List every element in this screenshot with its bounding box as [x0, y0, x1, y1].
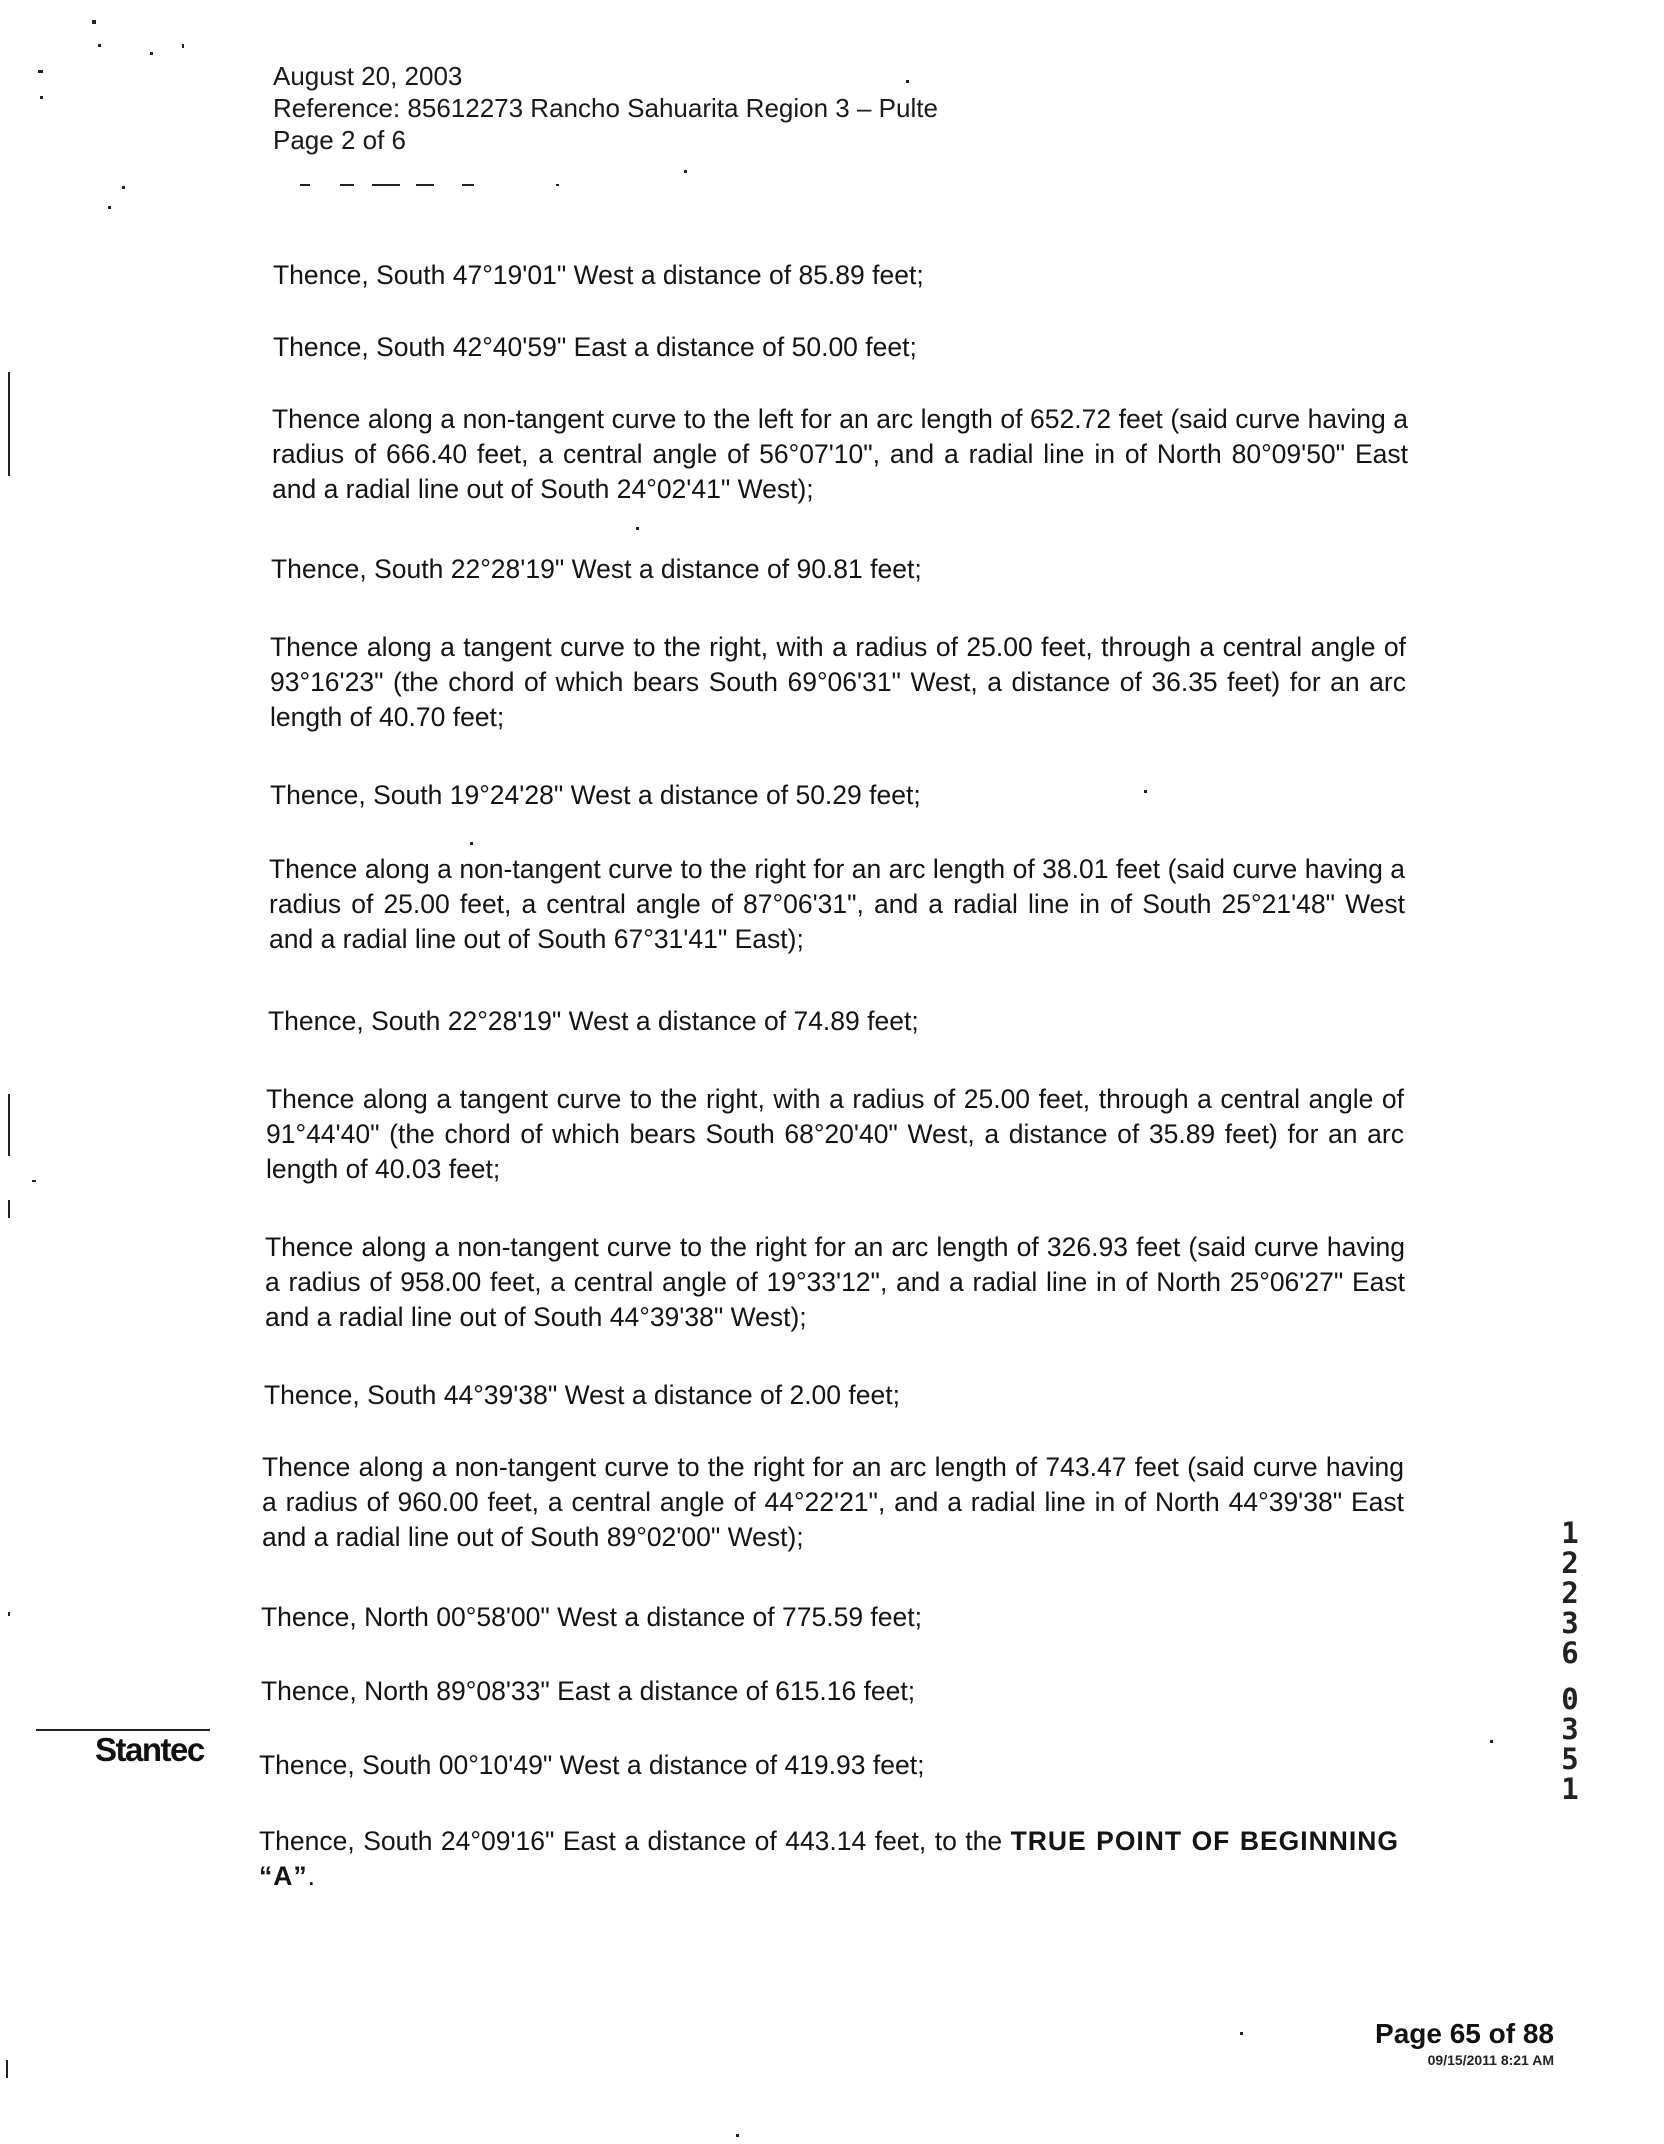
stamp-digit: 1 [1561, 1772, 1579, 1806]
scan-speck [182, 44, 184, 48]
course-paragraph: Thence along a tangent curve to the right, with a radius of 25.00 feet, through a central angle of 91°44'40" (the chord of which bears South 68°20'40" West, a distance of 35.89 feet) for an arc length of 40.03 feet; [266, 1084, 1404, 1184]
course-paragraph: Thence, South 00°10'49" West a distance of 419.93 feet; [259, 1750, 925, 1780]
stamp-digit: 5 [1561, 1742, 1579, 1776]
scan-speck [556, 184, 559, 186]
final-course-period: . [307, 1861, 316, 1891]
footer-page-number: Page 65 of 88 [1375, 2018, 1554, 2049]
scan-speck [1240, 2032, 1243, 2035]
scan-speck [470, 842, 473, 845]
scan-speck [122, 186, 125, 189]
course-paragraph: Thence along a non-tangent curve to the left for an arc length of 652.72 feet (said curve having a radius of 666.40 feet, a central angle of 56°07'10", and a radial line in of North 80°09'50" East and a radial line out of South 24°02'41" West); [272, 404, 1408, 504]
stamp-digit: 0 [1561, 1682, 1579, 1716]
scan-speck [8, 372, 10, 476]
scan-speck [684, 170, 687, 173]
true-point-of-beginning: TRUE POINT OF BEGINNING “A” [259, 1826, 1399, 1891]
stantec-logo: Stantec [95, 1731, 204, 1768]
course-paragraph: Thence along a tangent curve to the right, with a radius of 25.00 feet, through a central angle of 93°16'23" (the chord of which bears South 69°06'31" West, a distance of 36.35 feet) for an arc length of 40.70 feet; [270, 632, 1406, 732]
scan-speck [38, 70, 43, 73]
scan-speck [98, 44, 101, 47]
course-paragraph: Thence, South 47°19'01" West a distance of 85.89 feet; [273, 260, 924, 290]
scan-speck [8, 1612, 10, 1616]
scan-speck [8, 1200, 10, 1218]
scan-speck [1490, 1740, 1493, 1743]
header-page: Page 2 of 6 [273, 125, 406, 155]
letter-header [273, 60, 938, 156]
course-paragraph: Thence along a non-tangent curve to the right for an arc length of 743.47 feet (said curve having a radius of 960.00 feet, a central angle of 44°22'21", and a radial line in of North 44°39'38" East and a radial line out of South 89°02'00" West); [262, 1452, 1404, 1552]
scan-speck [32, 1180, 36, 1182]
footer-timestamp: 09/15/2011 8:21 AM [1427, 2052, 1554, 2068]
header-reference: Reference: 85612273 Rancho Sahuarita Region 3 – Pulte [273, 93, 938, 123]
scan-speck [92, 20, 96, 24]
scan-speck [108, 206, 111, 209]
final-course-paragraph [259, 1824, 1399, 1894]
scan-speck [6, 2060, 8, 2078]
scan-speck [636, 527, 639, 530]
scan-speck [416, 184, 434, 186]
stamp-digit: 1 [1561, 1516, 1579, 1550]
scan-speck [8, 1094, 10, 1156]
course-paragraph: Thence, North 00°58'00" West a distance of 775.59 feet; [261, 1602, 922, 1632]
stamp-digit: 2 [1561, 1546, 1579, 1580]
scan-speck [462, 184, 474, 186]
course-paragraph: Thence along a non-tangent curve to the right for an arc length of 326.93 feet (said curve having a radius of 958.00 feet, a central angle of 19°33'12", and a radial line in of North 25°06'27" East and a radial line out of South 44°39'38" West); [265, 1232, 1405, 1332]
stamp-digit: 3 [1561, 1606, 1579, 1640]
scan-speck [736, 2134, 739, 2137]
course-paragraph: Thence, South 42°40'59" East a distance of 50.00 feet; [273, 332, 917, 362]
scan-speck [300, 184, 310, 186]
scan-speck [40, 96, 43, 99]
stamp-digit: 2 [1561, 1576, 1579, 1610]
scan-speck [372, 184, 400, 186]
course-paragraph: Thence, South 44°39'38" West a distance of 2.00 feet; [264, 1380, 900, 1410]
stamp-digit: 3 [1561, 1712, 1579, 1746]
scan-speck [150, 52, 153, 55]
course-paragraph: Thence, South 22°28'19" West a distance of 90.81 feet; [271, 554, 922, 584]
recording-number-stamp [1552, 1518, 1588, 1804]
course-paragraph: Thence, South 19°24'28" West a distance of 50.29 feet; [270, 780, 921, 810]
course-paragraph: Thence along a non-tangent curve to the right for an arc length of 38.01 feet (said curve having a radius of 25.00 feet, a central angle of 87°06'31", and a radial line in of South 25°21'48" West and a radial line out of South 67°31'41" East); [269, 854, 1405, 954]
scan-speck [340, 184, 354, 186]
final-course-text: Thence, South 24°09'16" East a distance of 443.14 feet, to the [259, 1826, 1011, 1856]
stamp-digit: 6 [1561, 1636, 1579, 1670]
course-paragraph: Thence, South 22°28'19" West a distance of 74.89 feet; [268, 1006, 919, 1036]
header-date: August 20, 2003 [273, 61, 463, 91]
course-paragraph: Thence, North 89°08'33" East a distance of 615.16 feet; [261, 1676, 916, 1706]
